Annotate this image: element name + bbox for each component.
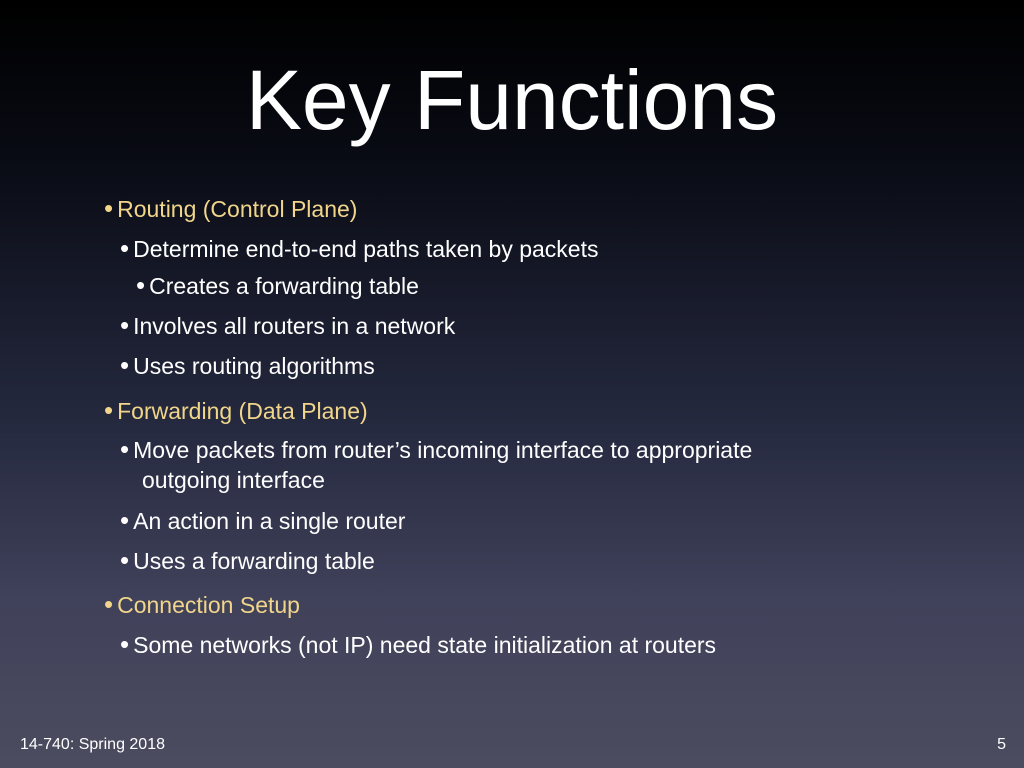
bullet-dot-icon: • [120,505,130,535]
bullet-dot-icon: • [120,629,130,659]
bullet-dot-icon: • [120,233,130,263]
footer-course-label: 14-740: Spring 2018 [20,736,165,753]
bullet-involves-routers [120,311,455,340]
bullet-move-packets [120,435,752,464]
bullet-dot-icon: • [120,310,130,340]
text-involves-routers: Involves all routers in a network [133,313,456,339]
text-state-initialization: Some networks (not IP) need state initialization at routers [133,632,717,658]
text-creates-table: Creates a forwarding table [149,273,419,299]
bullet-state-initialization [120,630,716,659]
bullet-uses-table [120,546,375,575]
bullet-dot-icon: • [120,545,130,575]
bullet-creates-table [136,271,419,300]
slide-title: Key Functions [245,53,779,147]
heading-connection-setup: Connection Setup [117,592,300,618]
heading-routing: Routing (Control Plane) [117,196,358,222]
bullet-forwarding [104,396,368,425]
bullet-connection-setup [104,590,300,619]
bullet-dot-icon: • [120,434,130,464]
bullet-dot-icon: • [136,270,146,300]
slide-page-number: 5 [997,736,1006,753]
bullet-dot-icon: • [104,589,114,619]
text-routing-algorithms: Uses routing algorithms [133,353,375,379]
bullet-routing-algorithms [120,351,375,380]
text-move-packets-continued: outgoing interface [142,467,325,493]
text-single-router: An action in a single router [133,508,406,534]
bullet-single-router [120,506,405,535]
bullet-determine-paths [120,234,599,263]
heading-forwarding: Forwarding (Data Plane) [117,398,368,424]
bullet-dot-icon: • [104,193,114,223]
bullet-dot-icon: • [120,350,130,380]
text-determine-paths: Determine end-to-end paths taken by packets [133,236,599,262]
bullet-dot-icon: • [104,395,114,425]
text-uses-table: Uses a forwarding table [133,548,375,574]
text-move-packets: Move packets from router’s incoming interface to appropriate [133,437,753,463]
bullet-routing [104,194,357,223]
